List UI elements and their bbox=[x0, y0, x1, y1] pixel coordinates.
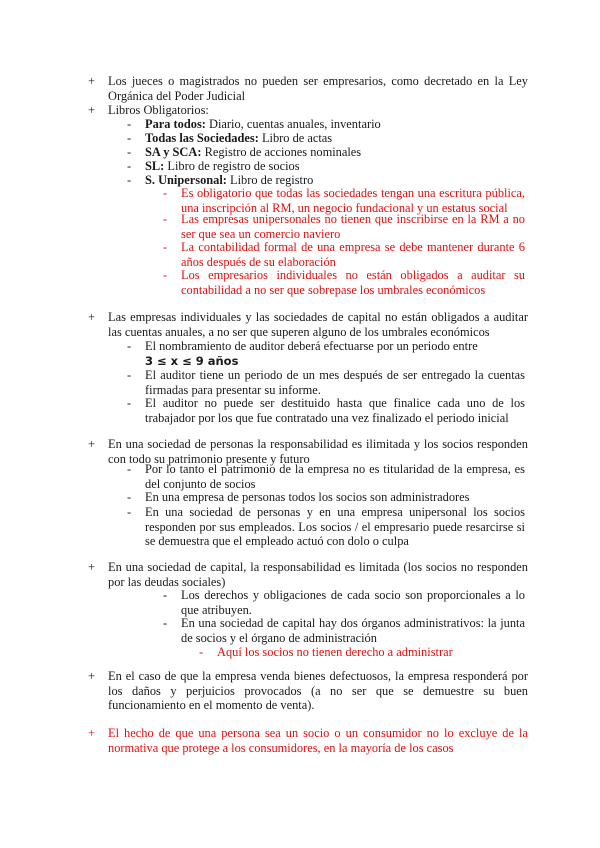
dash-marker: - bbox=[127, 462, 132, 476]
item-text: En una sociedad de capital hay dos órganos administrativos: la junta de socios y el órgano de administración bbox=[181, 616, 525, 645]
book-label: Todas las Sociedades: bbox=[145, 131, 259, 145]
dash-marker: - bbox=[127, 339, 132, 353]
capital-item bbox=[163, 616, 525, 645]
item-text: En una empresa de personas todos los socios son administradores bbox=[145, 490, 470, 504]
bullet-capital-company bbox=[88, 560, 528, 589]
year-range-unit: años bbox=[203, 353, 239, 368]
red-note bbox=[163, 268, 525, 297]
dash-marker: - bbox=[163, 240, 168, 254]
bullet-text: Libros Obligatorios: bbox=[108, 103, 209, 117]
note-text: Los empresarios individuales no están obligados a auditar su contabilidad a no ser que sobrepase los umbrales económicos bbox=[181, 268, 525, 297]
book-item bbox=[127, 117, 525, 132]
partnership-item bbox=[127, 505, 525, 549]
bullet-text: El hecho de que una persona sea un socio o un consumidor no lo excluye de la normativa que protege a los consumidores, en la mayoría de los casos bbox=[108, 726, 528, 755]
year-range-inequality: 3 ≤ x ≤ 9 bbox=[145, 353, 204, 368]
plus-marker: + bbox=[88, 726, 95, 740]
dash-marker: - bbox=[127, 131, 132, 145]
bullet-text: En una sociedad de personas la responsabilidad es ilimitada y los socios responden con todo su patrimonio presente y futuro bbox=[108, 437, 528, 466]
capital-item bbox=[163, 588, 525, 617]
plus-marker: + bbox=[88, 310, 95, 324]
dash-marker: - bbox=[127, 490, 132, 504]
bullet-audit bbox=[88, 310, 528, 339]
book-label: S. Unipersonal: bbox=[145, 173, 227, 187]
book-desc: Libro de actas bbox=[258, 131, 333, 145]
book-desc: Registro de acciones nominales bbox=[201, 145, 362, 159]
dash-marker: - bbox=[127, 505, 132, 519]
bullet-mandatory-books bbox=[88, 103, 528, 118]
book-desc: Diario, cuentas anuales, inventario bbox=[205, 117, 381, 131]
red-note bbox=[163, 240, 525, 269]
book-item bbox=[127, 131, 525, 146]
bullet-judges bbox=[88, 74, 528, 103]
bullet-text: Las empresas individuales y las sociedades de capital no están obligados a auditar las cuentas anuales, a no ser que superen alguno de los umbrales económicos bbox=[108, 310, 528, 339]
red-note bbox=[163, 212, 525, 241]
book-label: SA y SCA: bbox=[145, 145, 202, 159]
partnership-item bbox=[127, 490, 525, 505]
dash-marker: - bbox=[127, 159, 132, 173]
bullet-text: En el caso de que la empresa venda bienes defectuosos, la empresa responderá por los daños y perjuicios provocados (a no ser que se demuestre su buen funcionamiento en el momento de venta). bbox=[108, 669, 528, 712]
item-text: El auditor no puede ser destituido hasta que finalice cada uno de los trabajador por los que fue contratado una vez finalizado el periodo inicial bbox=[145, 396, 525, 425]
note-text: Aquí los socios no tienen derecho a administrar bbox=[217, 645, 453, 659]
bullet-defective-goods bbox=[88, 669, 528, 713]
book-label: SL: bbox=[145, 159, 165, 173]
bullet-consumer-protection bbox=[88, 726, 528, 755]
bullet-text: En una sociedad de capital, la responsabilidad es limitada (los socios no responden por las deudas sociales) bbox=[108, 560, 528, 589]
plus-marker: + bbox=[88, 74, 95, 88]
item-text: Los derechos y obligaciones de cada socio son proporcionales a lo que atribuyen. bbox=[181, 588, 525, 617]
dash-marker: - bbox=[163, 268, 168, 282]
item-text: El auditor tiene un periodo de un mes después de ser entregado la cuentas firmadas para presentar su informe. bbox=[145, 368, 525, 397]
book-item bbox=[127, 159, 525, 174]
dash-marker: - bbox=[127, 145, 132, 159]
note-text: La contabilidad formal de una empresa se debe mantener durante 6 años después de su elaboración bbox=[181, 240, 525, 269]
note-text: Las empresas unipersonales no tienen que inscribirse en la RM a no ser que sea un comercio naviero bbox=[181, 212, 525, 241]
dash-marker: - bbox=[127, 396, 132, 410]
plus-marker: + bbox=[88, 437, 95, 451]
dash-marker: - bbox=[127, 117, 132, 131]
audit-item bbox=[127, 368, 525, 397]
item-text: En una sociedad de personas y en una empresa unipersonal los socios responden por sus empleados. Los socios / el empresario puede resarcirse si se demuestra que el empleado actuó con dolo o culpa bbox=[145, 505, 525, 548]
plus-marker: + bbox=[88, 669, 95, 683]
plus-marker: + bbox=[88, 560, 95, 574]
dash-marker: - bbox=[199, 645, 204, 659]
dash-marker: - bbox=[127, 173, 132, 187]
audit-item bbox=[127, 396, 525, 425]
note-text: Es obligatorio que todas las sociedades tengan una escritura pública, una inscripción al RM, un negocio fundacional y un estatus social bbox=[181, 186, 525, 215]
red-note bbox=[199, 645, 517, 660]
audit-item bbox=[127, 339, 525, 368]
item-text: Por lo tanto el patrimonio de la empresa no es titularidad de la empresa, es del conjunto de socios bbox=[145, 462, 525, 491]
book-label: Para todos: bbox=[145, 117, 206, 131]
book-desc: Libro de registro de socios bbox=[164, 159, 300, 173]
book-desc: Libro de registro bbox=[226, 173, 314, 187]
dash-marker: - bbox=[163, 212, 168, 226]
dash-marker: - bbox=[163, 186, 168, 200]
item-text: El nombramiento de auditor deberá efectuarse por un periodo entre bbox=[145, 339, 478, 353]
partnership-item bbox=[127, 462, 525, 491]
dash-marker: - bbox=[163, 588, 168, 602]
red-note bbox=[163, 186, 525, 215]
dash-marker: - bbox=[163, 616, 168, 630]
dash-marker: - bbox=[127, 368, 132, 382]
bullet-text: Los jueces o magistrados no pueden ser empresarios, como decretado en la Ley Orgánica del Poder Judicial bbox=[108, 74, 528, 103]
book-item bbox=[127, 145, 525, 160]
plus-marker: + bbox=[88, 103, 95, 117]
